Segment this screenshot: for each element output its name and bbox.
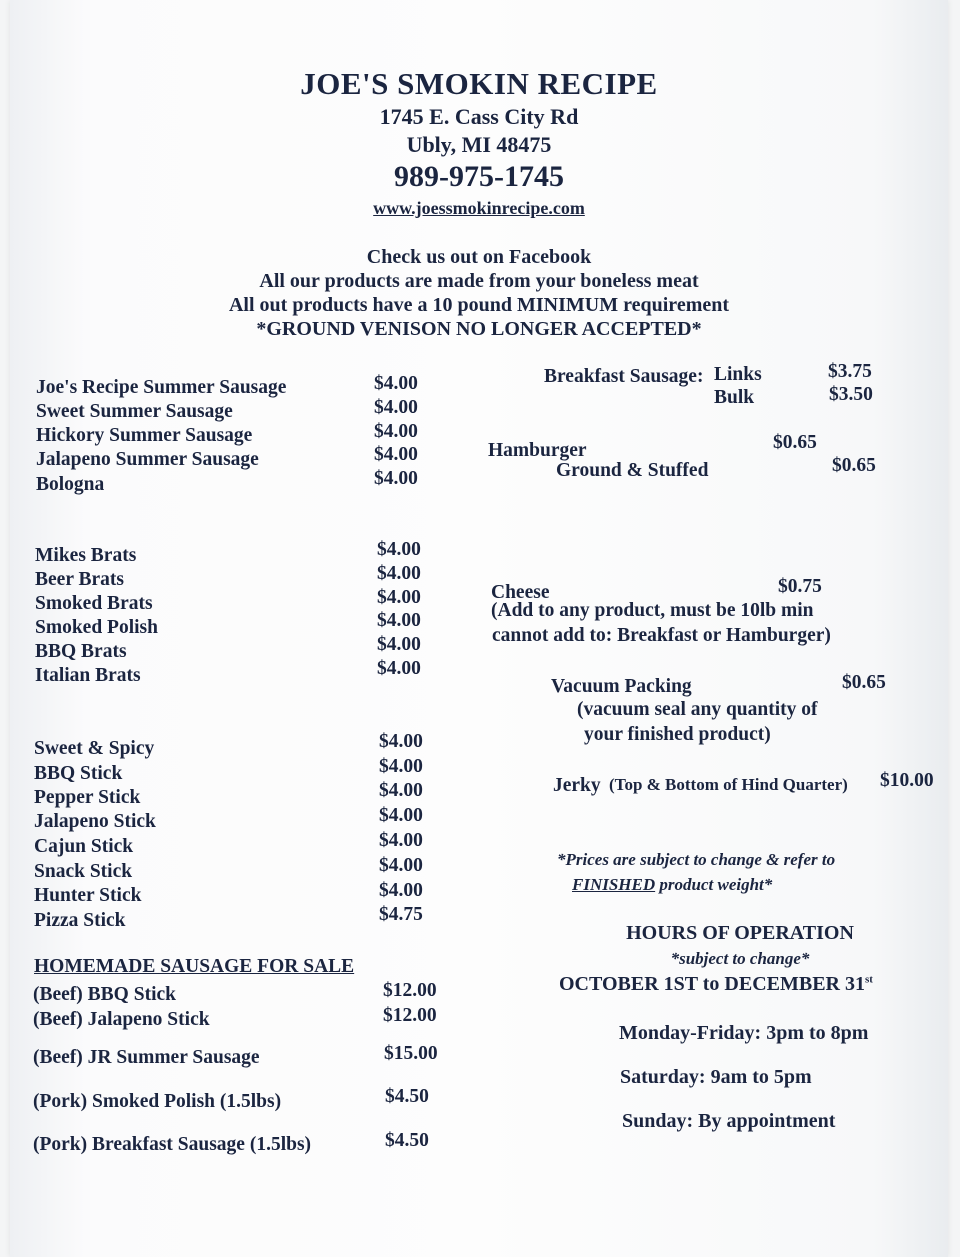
item-price: $4.00 xyxy=(379,780,423,801)
list-item: Sweet Summer Sausage xyxy=(36,401,233,422)
links-label: Links xyxy=(714,364,762,385)
item-price: $4.00 xyxy=(379,756,423,777)
list-item: Bologna xyxy=(36,474,105,495)
vacuum-price: $0.65 xyxy=(842,672,886,693)
city-state-zip: Ubly, MI 48475 xyxy=(406,132,552,157)
item-price: $4.00 xyxy=(379,880,423,901)
cheese-label: Cheese xyxy=(491,582,550,603)
list-item: Hickory Summer Sausage xyxy=(36,425,253,446)
list-item: BBQ Brats xyxy=(35,641,127,662)
item-price: $12.00 xyxy=(383,1005,437,1026)
list-item: Italian Brats xyxy=(35,665,141,686)
item-price: $4.00 xyxy=(379,805,423,826)
season-suffix: st xyxy=(865,973,873,986)
item-price: $4.00 xyxy=(377,610,421,631)
season-text: OCTOBER 1ST to DECEMBER 31 xyxy=(559,973,865,995)
jerky-detail: (Top & Bottom of Hind Quarter) xyxy=(609,775,848,794)
item-price: $4.00 xyxy=(377,634,421,655)
cheese-note: (Add to any product, must be 10lb min xyxy=(491,600,814,621)
item-price: $4.00 xyxy=(377,658,421,679)
item-price: $15.00 xyxy=(384,1043,438,1064)
vacuum-note: (vacuum seal any quantity of xyxy=(577,699,818,720)
list-item: Mikes Brats xyxy=(35,545,137,566)
bulk-price: $3.50 xyxy=(829,384,873,405)
list-item: Joe's Recipe Summer Sausage xyxy=(36,377,287,398)
business-name: JOE'S SMOKIN RECIPE xyxy=(300,66,658,101)
item-price: $4.00 xyxy=(379,731,423,752)
item-price: $4.75 xyxy=(379,904,423,925)
item-price: $4.00 xyxy=(377,539,421,560)
list-item: Snack Stick xyxy=(34,861,133,882)
cheese-price: $0.75 xyxy=(778,576,822,597)
hamburger-price: $0.65 xyxy=(773,432,817,453)
street-address: 1745 E. Cass City Rd xyxy=(379,104,579,129)
hours-heading: HOURS OF OPERATION xyxy=(626,922,854,944)
item-price: $4.00 xyxy=(374,373,418,394)
links-price: $3.75 xyxy=(828,361,872,382)
phone-number: 989-975-1745 xyxy=(394,160,564,193)
item-price: $4.00 xyxy=(374,397,418,418)
menu-page xyxy=(10,0,948,1257)
hours-saturday: Saturday: 9am to 5pm xyxy=(620,1066,812,1088)
item-price: $4.00 xyxy=(377,587,421,608)
item-price: $4.00 xyxy=(379,830,423,851)
bulk-label: Bulk xyxy=(714,387,755,408)
list-item: Hunter Stick xyxy=(34,885,142,906)
item-price: $12.00 xyxy=(383,980,437,1001)
vacuum-note: your finished product) xyxy=(584,724,771,745)
price-note: *Prices are subject to change & refer to xyxy=(557,850,836,869)
price-note-rest: product weight* xyxy=(655,875,773,894)
hours-sunday: Sunday: By appointment xyxy=(622,1110,836,1132)
boneless-notice: All our products are made from your boneless meat xyxy=(259,270,699,292)
list-item: (Beef) JR Summer Sausage xyxy=(33,1047,260,1068)
price-note-line2 xyxy=(572,875,772,895)
facebook-notice: Check us out on Facebook xyxy=(366,246,592,268)
jerky-label: Jerky xyxy=(553,775,601,796)
list-item: Pizza Stick xyxy=(34,910,126,931)
list-item: Cajun Stick xyxy=(34,836,134,857)
list-item: Sweet & Spicy xyxy=(34,738,155,759)
item-price: $4.50 xyxy=(385,1086,429,1107)
list-item: Pepper Stick xyxy=(34,787,141,808)
item-price: $4.00 xyxy=(374,421,418,442)
website-link[interactable]: www.joessmokinrecipe.com xyxy=(373,198,585,218)
breakfast-label: Breakfast Sausage: xyxy=(544,366,704,387)
vacuum-label: Vacuum Packing xyxy=(551,676,692,697)
item-price: $4.50 xyxy=(385,1130,429,1151)
item-price: $4.00 xyxy=(374,444,418,465)
list-item: (Pork) Breakfast Sausage (1.5lbs) xyxy=(33,1134,312,1155)
list-item: Beer Brats xyxy=(35,569,124,590)
cheese-note: cannot add to: Breakfast or Hamburger) xyxy=(492,625,831,646)
finished-word: FINISHED xyxy=(572,875,656,894)
list-item: (Pork) Smoked Polish (1.5lbs) xyxy=(33,1091,282,1112)
ground-stuffed-label: Ground & Stuffed xyxy=(556,460,709,481)
hamburger-label: Hamburger xyxy=(488,440,587,461)
item-price: $4.00 xyxy=(377,563,421,584)
list-item: BBQ Stick xyxy=(34,763,123,784)
hours-weekdays: Monday-Friday: 3pm to 8pm xyxy=(619,1022,869,1044)
hours-season xyxy=(559,973,873,996)
list-item: Jalapeno Summer Sausage xyxy=(36,449,259,470)
homemade-heading: HOMEMADE SAUSAGE FOR SALE xyxy=(34,956,355,977)
item-price: $4.00 xyxy=(379,855,423,876)
list-item: (Beef) BBQ Stick xyxy=(33,984,176,1005)
item-price: $4.00 xyxy=(374,468,418,489)
list-item: (Beef) Jalapeno Stick xyxy=(33,1009,210,1030)
hours-subject: *subject to change* xyxy=(670,949,810,968)
venison-notice: *GROUND VENISON NO LONGER ACCEPTED* xyxy=(256,318,702,340)
ground-stuffed-price: $0.65 xyxy=(832,455,876,476)
list-item: Smoked Brats xyxy=(35,593,153,614)
jerky-price: $10.00 xyxy=(880,770,934,791)
minimum-notice: All out products have a 10 pound MINIMUM requirement xyxy=(228,294,730,316)
list-item: Jalapeno Stick xyxy=(34,811,156,832)
list-item: Smoked Polish xyxy=(35,617,158,638)
